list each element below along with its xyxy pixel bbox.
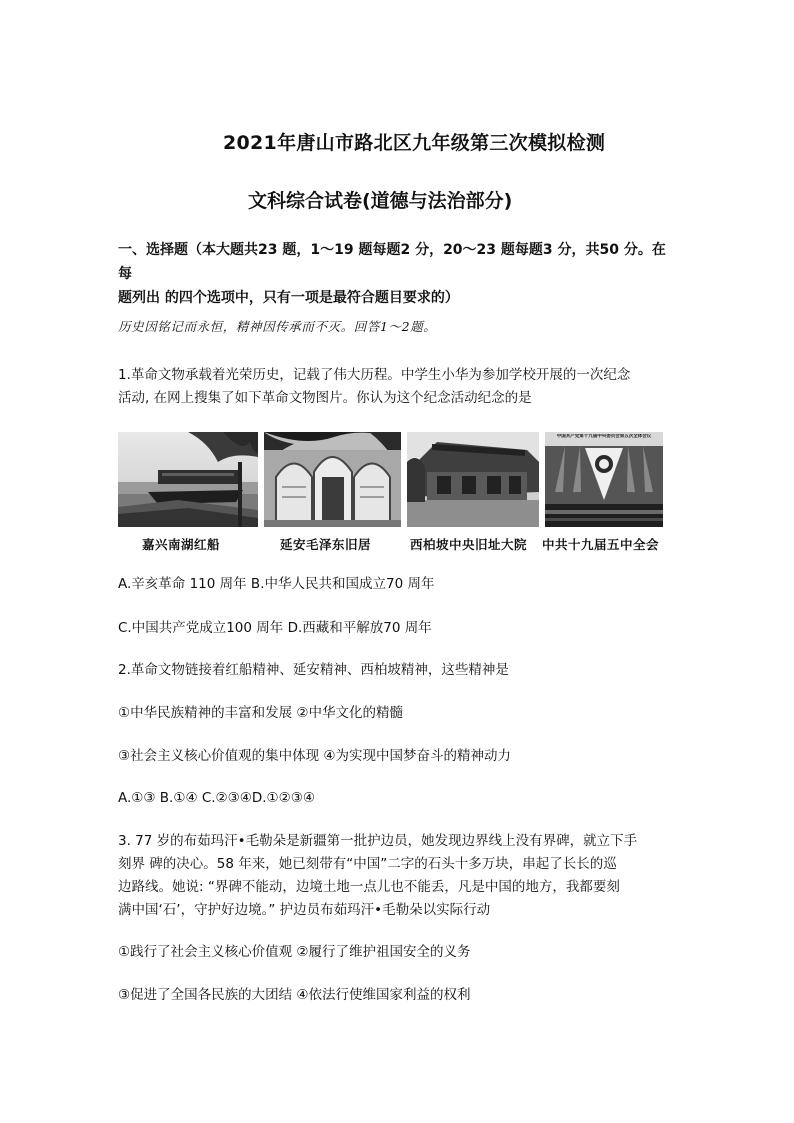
caption-plenary-session: 中共十九届五中全会 <box>542 537 660 552</box>
caption-yanan-residence: 延安毛泽东旧居 <box>280 537 372 552</box>
caption-red-boat: 嘉兴南湖红船 <box>142 537 221 552</box>
intro-text: 历史因铭记而永恒，精神因传承而不灭。回答1～2题。 <box>118 319 437 334</box>
question-1-line-2: 活动, 在网上搜集了如下革命文物图片。你认为这个纪念活动纪念的是 <box>118 390 532 406</box>
question-3-line-2: 刻界 碑的决心。58 年来，她已刻带有“中国”二字的石头十多万块，串起了长长的巡 <box>118 856 617 872</box>
caption-xibaipo-compound: 西柏坡中央旧址大院 <box>410 537 528 552</box>
relic-photos <box>118 432 663 527</box>
photo-yanan-residence <box>264 432 401 527</box>
photo-red-boat <box>118 432 258 527</box>
question-3-items-line-1: ①践行了社会主义核心价值观 ②履行了维护祖国安全的义务 <box>118 944 471 960</box>
question-3-items-line-2: ③促进了全国各民族的大团结 ④依法行使维国家利益的权利 <box>118 987 471 1003</box>
photo-plenary-session <box>545 432 663 527</box>
question-2-options: A.①③ B.①④ C.②③④D.①②③④ <box>118 790 315 806</box>
question-1-options-line-1: A.辛亥革命 110 周年 B.中华人民共和国成立70 周年 <box>118 576 435 592</box>
question-2-items-line-1: ①中华民族精神的丰富和发展 ②中华文化的精髓 <box>118 705 403 721</box>
question-3-line-3: 边路线。她说: “界碑不能动，边境土地一点儿也不能丢，凡是中国的地方，我都要刻 <box>118 879 620 895</box>
question-1-options-line-2: C.中国共产党成立100 周年 D.西藏和平解放70 周年 <box>118 620 432 636</box>
question-3-line-1: 3. 77 岁的布茹玛汗•毛勒朵是新疆第一批护边员，她发现边界线上没有界碑，就立下手 <box>118 833 638 849</box>
question-2-items-line-2: ③社会主义核心价值观的集中体现 ④为实现中国梦奋斗的精神动力 <box>118 748 511 764</box>
page-subtitle: 文科综合试卷(道德与法治部分) <box>248 190 513 212</box>
question-2-stem: 2.革命文物链接着红船精神、延安精神、西柏坡精神，这些精神是 <box>118 662 509 678</box>
question-1-line-1: 1.革命文物承载着光荣历史，记载了伟大历程。中学生小华为参加学校开展的一次纪念 <box>118 367 631 383</box>
photo-xibaipo-compound <box>407 432 539 527</box>
section-heading-line-1: 一、选择题（本大题共23 题，1～19 题每题2 分，20～23 题每题3 分，共50 分。在每 <box>118 242 666 282</box>
question-3-line-4: 满中国‘石’，守护好边境。” 护边员布茹玛汗•毛勒朵以实际行动 <box>118 902 491 918</box>
page-title: 2021年唐山市路北区九年级第三次模拟检测 <box>223 132 606 154</box>
question-3-stem <box>118 830 637 922</box>
section-heading-line-2: 题列出 的四个选项中，只有一项是最符合题目要求的） <box>118 290 459 306</box>
section-heading <box>118 238 678 310</box>
question-1-stem <box>118 364 630 410</box>
photo-plenary-banner: 中国共产党第十九届中央委员会第五次全体会议 <box>556 434 652 439</box>
